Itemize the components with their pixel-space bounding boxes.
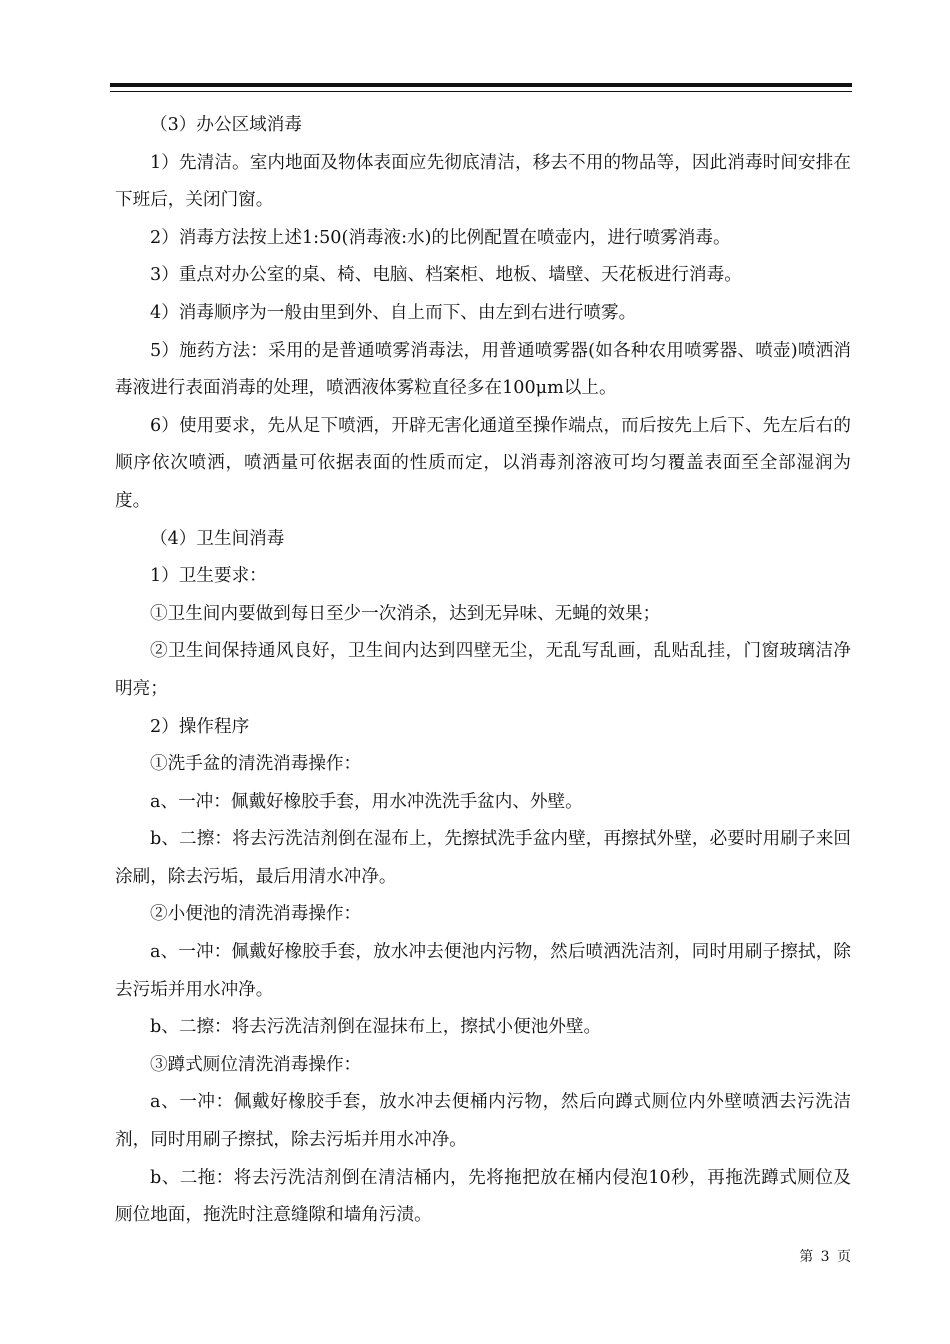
section-heading: （4）卫生间消毒 xyxy=(150,528,285,549)
paragraph: 4）消毒顺序为一般由里到外、自上而下、由左到右进行喷雾。 xyxy=(150,302,637,323)
paragraph: a、一冲：佩戴好橡胶手套，用水冲洗洗手盆内、外壁。 xyxy=(150,791,583,812)
page-number: 第 3 页 xyxy=(799,1249,851,1265)
document-body xyxy=(115,107,851,1235)
paragraph: b、二拖：将去污洗洁剂倒在清洁桶内，先将拖把放在桶内侵泡10秒，再拖洗蹲式厕位及厕位地面，拖洗时注意缝隙和墙角污渍。 xyxy=(115,1167,851,1226)
paragraph: 5）施药方法：采用的是普通喷雾消毒法，用普通喷雾器(如各种农用喷雾器、喷壶)喷洒消毒液进行表面消毒的处理，喷洒液体雾粒直径多在100μm以上。 xyxy=(115,340,851,399)
paragraph: 3）重点对办公室的桌、椅、电脑、档案柜、地板、墙壁、天花板进行消毒。 xyxy=(150,265,742,286)
paragraph: ①卫生间内要做到每日至少一次消杀，达到无异味、无蝇的效果； xyxy=(150,603,661,624)
paragraph: 2）操作程序 xyxy=(150,716,250,737)
paragraph: 2）消毒方法按上述1:50(消毒液:水)的比例配置在喷壶内，进行喷雾消毒。 xyxy=(150,227,731,248)
paragraph: b、二擦：将去污洗洁剂倒在湿布上，先擦拭洗手盆内壁，再擦拭外壁，必要时用刷子来回涂刷，除去污垢，最后用清水冲净。 xyxy=(115,829,851,887)
paragraph: ①洗手盆的清洗消毒操作： xyxy=(150,754,362,775)
paragraph: 1）卫生要求： xyxy=(150,566,267,587)
paragraph: ②小便池的清洗消毒操作： xyxy=(150,904,362,925)
header-rule-thick xyxy=(110,83,852,87)
paragraph: 6）使用要求，先从足下喷洒，开辟无害化通道至操作端点，而后按先上后下、先左后右的顺序依次喷洒，喷洒量可依据表面的性质而定，以消毒剂溶液可均匀覆盖表面至全部湿润为度。 xyxy=(115,415,851,511)
section-heading: （3）办公区域消毒 xyxy=(150,115,302,135)
paragraph: a、一冲：佩戴好橡胶手套，放水冲去便桶内污物，然后向蹲式厕位内外壁喷洒去污洗洁剂，同时用刷子擦拭，除去污垢并用水冲净。 xyxy=(115,1092,851,1151)
paragraph: ②卫生间保持通风良好，卫生间内达到四壁无尘，无乱写乱画，乱贴乱挂，门窗玻璃洁净明亮； xyxy=(115,641,851,699)
paragraph: ③蹲式厕位清洗消毒操作： xyxy=(150,1054,362,1075)
paragraph: b、二擦：将去污洗洁剂倒在湿抹布上，擦拭小便池外壁。 xyxy=(150,1017,602,1038)
paragraph: 1）先清洁。室内地面及物体表面应先彻底清洁，移去不用的物品等，因此消毒时间安排在下班后，关闭门窗。 xyxy=(115,152,851,211)
paragraph: a、一冲：佩戴好橡胶手套，放水冲去便池内污物，然后喷洒洗洁剂，同时用刷子擦拭，除去污垢并用水冲净。 xyxy=(115,942,851,1000)
header-rule-thin xyxy=(110,91,852,92)
